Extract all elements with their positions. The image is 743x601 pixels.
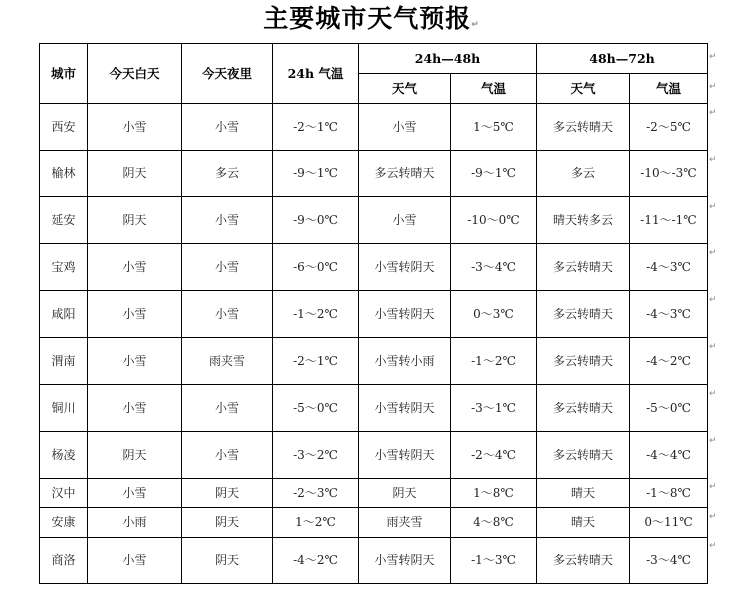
weather-48h-cell: 多云转晴天 [359, 151, 451, 197]
city-cell: 汉中 [40, 479, 88, 508]
today-day-cell: 小雪 [88, 104, 182, 151]
today-night-cell: 小雪 [182, 244, 273, 291]
temp-48h-cell: -3～1℃ [451, 385, 537, 432]
temp-24h-cell: -1～2℃ [273, 291, 359, 338]
weather-72h-cell: 多云转晴天 [537, 385, 630, 432]
weather-48h-cell: 小雪转阴天 [359, 385, 451, 432]
today-night-cell: 阴天 [182, 508, 273, 538]
today-day-cell: 小雪 [88, 479, 182, 508]
temp-24h-cell: -3～2℃ [273, 432, 359, 479]
header-group-24-48h: 24h—48h [359, 44, 537, 74]
city-cell: 渭南 [40, 338, 88, 385]
weather-48h-cell: 小雪 [359, 104, 451, 151]
today-night-cell: 小雪 [182, 432, 273, 479]
today-day-cell: 小雪 [88, 291, 182, 338]
temp-24h-cell: -5～0℃ [273, 385, 359, 432]
temp-72h-cell: 0～11℃ [630, 508, 708, 538]
weather-72h-cell: 多云转晴天 [537, 244, 630, 291]
table-row [40, 197, 708, 244]
today-night-cell: 小雪 [182, 385, 273, 432]
header-temp-48h: 气温 [451, 74, 537, 104]
temp-72h-cell: -10～-3℃ [630, 151, 708, 197]
today-night-cell: 小雪 [182, 291, 273, 338]
today-day-cell: 阴天 [88, 197, 182, 244]
table-row [40, 104, 708, 151]
temp-72h-cell: -4～2℃ [630, 338, 708, 385]
weather-72h-cell: 多云转晴天 [537, 432, 630, 479]
weather-48h-cell: 小雪转阴天 [359, 244, 451, 291]
weather-48h-cell: 小雪转小雨 [359, 338, 451, 385]
header-row-1 [40, 44, 708, 74]
weather-48h-cell: 小雪转阴天 [359, 538, 451, 584]
temp-48h-cell: 1～5℃ [451, 104, 537, 151]
table-row [40, 338, 708, 385]
weather-forecast-table [39, 43, 708, 584]
header-city: 城市 [40, 44, 88, 104]
weather-48h-cell: 雨夹雪 [359, 508, 451, 538]
temp-24h-cell: -6～0℃ [273, 244, 359, 291]
title-text: 主要城市天气预报 [263, 4, 472, 33]
city-cell: 咸阳 [40, 291, 88, 338]
table-row [40, 244, 708, 291]
weather-72h-cell: 多云转晴天 [537, 291, 630, 338]
temp-48h-cell: -3～4℃ [451, 244, 537, 291]
temp-72h-cell: -11～-1℃ [630, 197, 708, 244]
today-night-cell: 阴天 [182, 538, 273, 584]
city-cell: 商洛 [40, 538, 88, 584]
today-day-cell: 阴天 [88, 432, 182, 479]
today-night-cell: 多云 [182, 151, 273, 197]
document-title [0, 2, 743, 42]
temp-24h-cell: -9～1℃ [273, 151, 359, 197]
city-cell: 铜川 [40, 385, 88, 432]
weather-72h-cell: 多云 [537, 151, 630, 197]
temp-72h-cell: -5～0℃ [630, 385, 708, 432]
temp-48h-cell: -1～2℃ [451, 338, 537, 385]
table-row [40, 479, 708, 508]
table-row [40, 432, 708, 479]
today-day-cell: 小雨 [88, 508, 182, 538]
temp-72h-cell: -4～3℃ [630, 291, 708, 338]
paragraph-mark-icon: ↵ [709, 482, 717, 492]
weather-72h-cell: 多云转晴天 [537, 538, 630, 584]
table-row [40, 151, 708, 197]
today-night-cell: 阴天 [182, 479, 273, 508]
paragraph-mark-icon: ↵ [709, 248, 717, 258]
city-cell: 榆林 [40, 151, 88, 197]
header-group-48-72h: 48h—72h [537, 44, 708, 74]
temp-48h-cell: 1～8℃ [451, 479, 537, 508]
temp-24h-cell: -2～1℃ [273, 104, 359, 151]
paragraph-mark-icon: ↵ [709, 108, 717, 118]
table-row [40, 508, 708, 538]
today-day-cell: 小雪 [88, 244, 182, 291]
table-row [40, 538, 708, 584]
paragraph-mark-icon: ↵ [709, 82, 717, 92]
header-temp-24h: 24h 气温 [273, 44, 359, 104]
temp-48h-cell: 0～3℃ [451, 291, 537, 338]
today-night-cell: 小雪 [182, 104, 273, 151]
today-night-cell: 雨夹雪 [182, 338, 273, 385]
weather-72h-cell: 多云转晴天 [537, 338, 630, 385]
paragraph-mark-icon: ↵ [709, 436, 717, 446]
weather-72h-cell: 晴天 [537, 508, 630, 538]
temp-24h-cell: -4～2℃ [273, 538, 359, 584]
paragraph-mark-icon: ↵ [709, 202, 717, 212]
weather-48h-cell: 小雪转阴天 [359, 432, 451, 479]
header-today-day: 今天白天 [88, 44, 182, 104]
paragraph-mark-icon: ↵ [709, 295, 717, 305]
temp-24h-cell: -2～1℃ [273, 338, 359, 385]
temp-48h-cell: -1～3℃ [451, 538, 537, 584]
paragraph-mark-icon: ↵ [471, 20, 480, 30]
paragraph-mark-icon: ↵ [709, 389, 717, 399]
temp-72h-cell: -1～8℃ [630, 479, 708, 508]
weather-72h-cell: 多云转晴天 [537, 104, 630, 151]
paragraph-mark-icon: ↵ [709, 52, 717, 62]
today-day-cell: 小雪 [88, 385, 182, 432]
temp-48h-cell: -2～4℃ [451, 432, 537, 479]
today-day-cell: 小雪 [88, 338, 182, 385]
city-cell: 安康 [40, 508, 88, 538]
paragraph-mark-icon: ↵ [709, 541, 717, 551]
header-temp-72h: 气温 [630, 74, 708, 104]
paragraph-mark-icon: ↵ [709, 155, 717, 165]
header-weather-48h: 天气 [359, 74, 451, 104]
today-day-cell: 阴天 [88, 151, 182, 197]
table-row [40, 291, 708, 338]
temp-48h-cell: -9～1℃ [451, 151, 537, 197]
weather-48h-cell: 阴天 [359, 479, 451, 508]
temp-24h-cell: 1～2℃ [273, 508, 359, 538]
temp-72h-cell: -4～4℃ [630, 432, 708, 479]
city-cell: 延安 [40, 197, 88, 244]
today-day-cell: 小雪 [88, 538, 182, 584]
city-cell: 杨凌 [40, 432, 88, 479]
table-row [40, 385, 708, 432]
weather-48h-cell: 小雪 [359, 197, 451, 244]
temp-24h-cell: -2～3℃ [273, 479, 359, 508]
temp-48h-cell: 4～8℃ [451, 508, 537, 538]
paragraph-mark-icon: ↵ [709, 512, 717, 522]
weather-48h-cell: 小雪转阴天 [359, 291, 451, 338]
paragraph-mark-icon: ↵ [709, 342, 717, 352]
temp-48h-cell: -10～0℃ [451, 197, 537, 244]
city-cell: 西安 [40, 104, 88, 151]
temp-72h-cell: -3～4℃ [630, 538, 708, 584]
temp-72h-cell: -2～5℃ [630, 104, 708, 151]
header-weather-72h: 天气 [537, 74, 630, 104]
temp-24h-cell: -9～0℃ [273, 197, 359, 244]
today-night-cell: 小雪 [182, 197, 273, 244]
temp-72h-cell: -4～3℃ [630, 244, 708, 291]
weather-72h-cell: 晴天转多云 [537, 197, 630, 244]
city-cell: 宝鸡 [40, 244, 88, 291]
header-today-night: 今天夜里 [182, 44, 273, 104]
weather-72h-cell: 晴天 [537, 479, 630, 508]
